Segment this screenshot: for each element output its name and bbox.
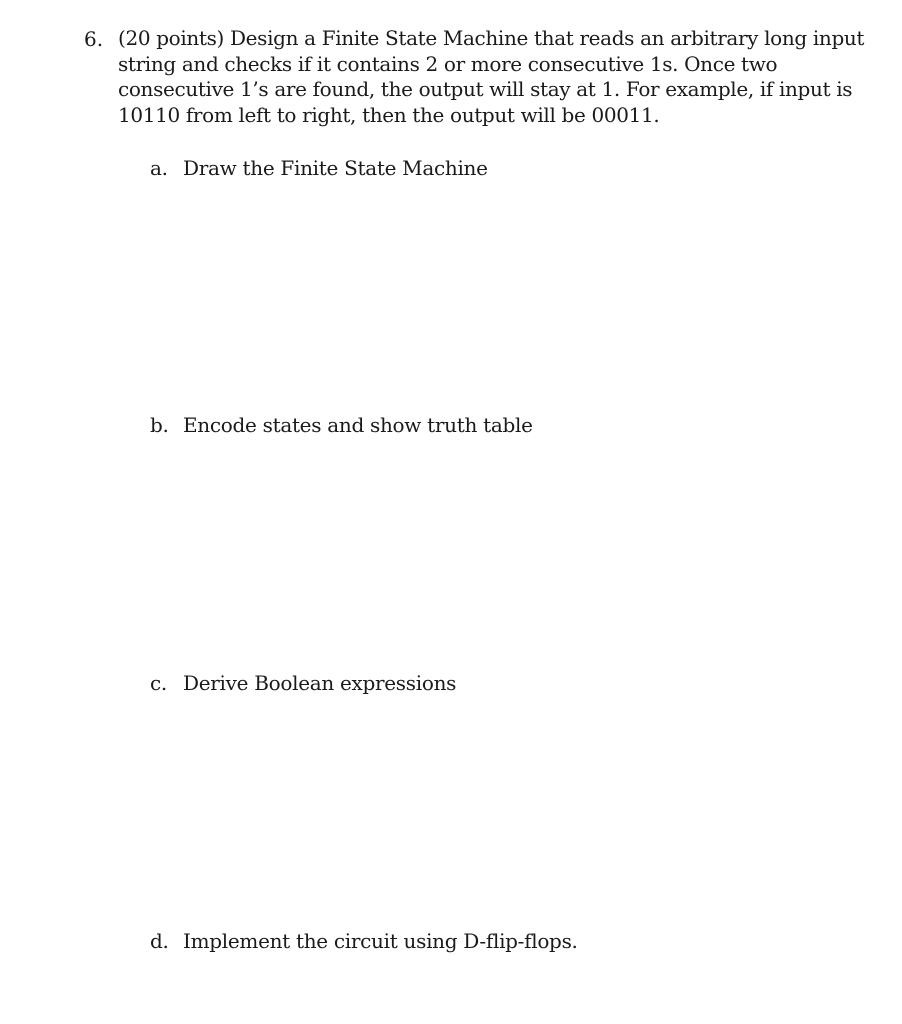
prompt-line: consecutive 1’s are found, the output will stay at 1. For example, if input is (118, 77, 853, 101)
prompt-line: 10110 from left to right, then the output will be 00011. (118, 102, 660, 127)
part-a-letter: a. (150, 156, 168, 180)
part-a (150, 155, 488, 181)
prompt-line: string and checks if it contains 2 or more consecutive 1s. Once two (118, 51, 778, 76)
question-number: 6. (84, 27, 104, 51)
part-c-letter: c. (150, 671, 167, 695)
part-d (150, 928, 578, 954)
part-b (150, 412, 533, 438)
part-a-text: Draw the Finite State Machine (183, 156, 488, 180)
part-d-letter: d. (150, 929, 169, 953)
question-prompt (118, 26, 865, 128)
part-b-text: Encode states and show truth table (183, 413, 533, 437)
part-b-letter: b. (150, 413, 169, 437)
prompt-line: (20 points) Design a Finite State Machine that reads an arbitrary long input (118, 26, 865, 50)
part-c (150, 670, 456, 696)
part-d-text: Implement the circuit using D-flip-flops. (183, 929, 578, 953)
part-c-text: Derive Boolean expressions (183, 671, 457, 695)
